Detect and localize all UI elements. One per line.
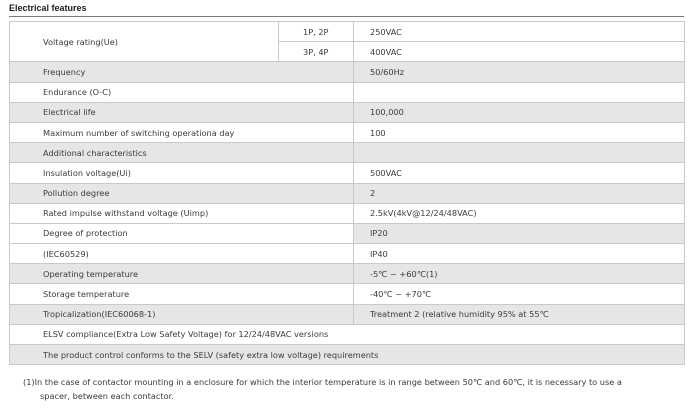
footnote-line-2: spacer, between each contactor. [40, 391, 174, 401]
table-row-protection [10, 223, 685, 243]
storage-temp-label: Storage temperature [10, 284, 354, 304]
impulse-value: 2.5kV(4kV@12/24/48VAC) [354, 203, 685, 223]
tropicalization-label: Tropicalization(IEC60068-1) [10, 304, 354, 324]
electrical-life-value: 100,000 [354, 102, 685, 122]
electrical-features-table [9, 21, 685, 365]
insulation-label: Insulation voltage(Ui) [10, 163, 354, 183]
table-row-frequency [10, 62, 685, 82]
table-row-operating-temp [10, 264, 685, 284]
voltage-400vac: 400VAC [354, 42, 685, 62]
footnote-line-1: (1)In the case of contactor mounting in a enclosure for which the interior temperature is in range between 50℃ and 60℃, it is necessary to use a [23, 377, 622, 387]
voltage-rating-label: Voltage rating(Ue) [10, 22, 279, 62]
endurance-value [354, 82, 685, 102]
voltage-250vac: 250VAC [354, 22, 685, 42]
table-row-electrical-life [10, 102, 685, 122]
poles-3p-4p: 3P, 4P [279, 42, 354, 62]
impulse-label: Rated impulse withstand voltage (Uimp) [10, 203, 354, 223]
section-title: Electrical features [9, 3, 87, 13]
operating-temp-label: Operating temperature [10, 264, 354, 284]
table-row-additional [10, 143, 685, 163]
insulation-value: 500VAC [354, 163, 685, 183]
poles-1p-2p: 1P, 2P [279, 22, 354, 42]
frequency-value: 50/60Hz [354, 62, 685, 82]
tropicalization-value: Treatment 2 (relative humidity 95% at 55℃ [354, 304, 685, 324]
max-switching-value: 100 [354, 122, 685, 142]
table-row-voltage-1 [10, 22, 685, 42]
iec60529-label: (IEC60529) [10, 244, 354, 264]
storage-temp-value: -40℃ ~ +70℃ [354, 284, 685, 304]
table-row-max-switching [10, 122, 685, 142]
table-row-pollution [10, 183, 685, 203]
table-row-tropicalization [10, 304, 685, 324]
title-divider [9, 16, 684, 17]
pollution-label: Pollution degree [10, 183, 354, 203]
table-row-iec60529 [10, 244, 685, 264]
table-row-storage-temp [10, 284, 685, 304]
protection-label: Degree of protection [10, 223, 354, 243]
table-row-elsv [10, 324, 685, 344]
protection-value: IP20 [354, 223, 685, 243]
additional-label: Additional characteristics [10, 143, 354, 163]
endurance-label: Endurance (O-C) [10, 82, 354, 102]
pollution-value: 2 [354, 183, 685, 203]
elsv-compliance: ELSV compliance(Extra Low Safety Voltage) for 12/24/48VAC versions [10, 324, 685, 344]
operating-temp-value: -5℃ ~ +60℃(1) [354, 264, 685, 284]
table-row-endurance [10, 82, 685, 102]
electrical-life-label: Electrical life [10, 102, 354, 122]
frequency-label: Frequency [10, 62, 354, 82]
selv-requirement: The product control conforms to the SELV (safety extra low voltage) requirements [10, 345, 685, 365]
additional-value [354, 143, 685, 163]
max-switching-label: Maximum number of switching operationa day [10, 122, 354, 142]
table-row-insulation [10, 163, 685, 183]
iec60529-value: IP40 [354, 244, 685, 264]
table-row-selv [10, 345, 685, 365]
footnote [23, 375, 681, 403]
table-row-impulse [10, 203, 685, 223]
